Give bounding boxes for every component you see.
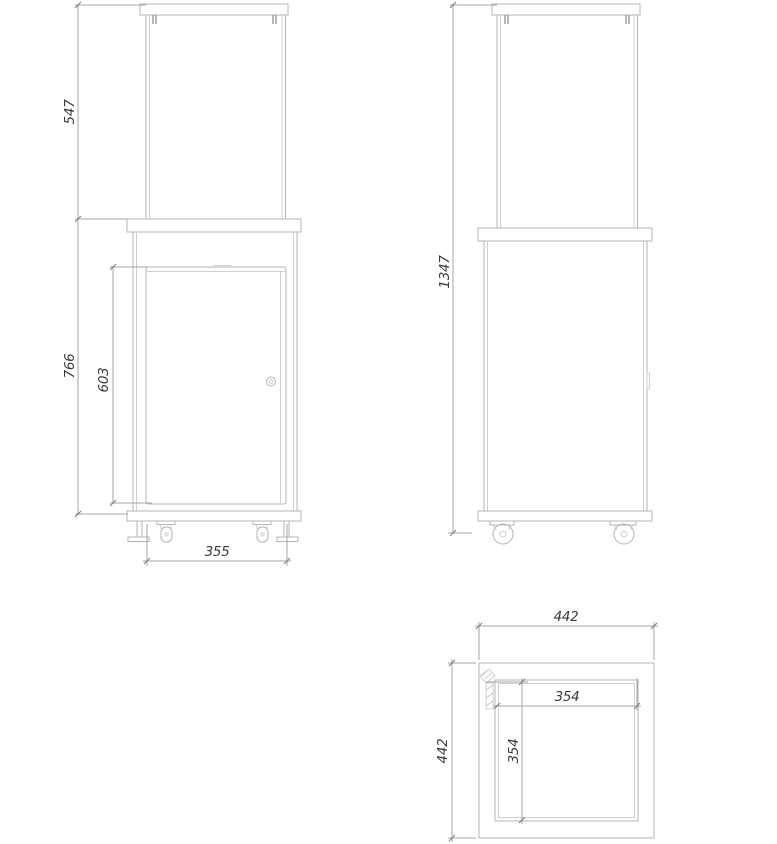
front-left-caster [157, 521, 175, 542]
side-base-plate [478, 511, 652, 521]
side-hinge [647, 373, 650, 389]
side-right-caster [610, 521, 636, 544]
dim-outer-width-label: 442 [553, 609, 579, 625]
side-view [437, 2, 652, 544]
dim-inner-depth-label: 354 [506, 738, 522, 764]
top-view [435, 609, 658, 842]
front-view [62, 2, 301, 566]
dim-feet-span-label: 355 [204, 544, 230, 560]
top-dimensions [435, 609, 658, 842]
front-cabinet-body [133, 232, 297, 511]
side-glass-tube [492, 4, 640, 228]
front-glass-tube [140, 4, 288, 219]
front-top-cap [127, 219, 301, 232]
dim-door-height-label: 603 [96, 367, 112, 393]
dim-body-height-label: 766 [62, 353, 78, 379]
side-left-caster [490, 521, 514, 544]
front-right-caster [253, 521, 271, 542]
side-top-cap [478, 228, 652, 241]
side-cabinet-body [484, 241, 650, 511]
top-corner-fitting [480, 669, 495, 709]
dim-total-height-label: 1347 [437, 255, 453, 289]
dim-glass-height-label: 547 [62, 99, 78, 125]
front-left-foot [128, 521, 149, 542]
dim-inner-width-label: 354 [554, 689, 580, 705]
front-door [146, 266, 286, 505]
door-lock-icon [267, 377, 276, 386]
front-dimensions [62, 2, 291, 566]
front-base-plate [127, 511, 301, 521]
dim-outer-depth-label: 442 [435, 738, 451, 764]
